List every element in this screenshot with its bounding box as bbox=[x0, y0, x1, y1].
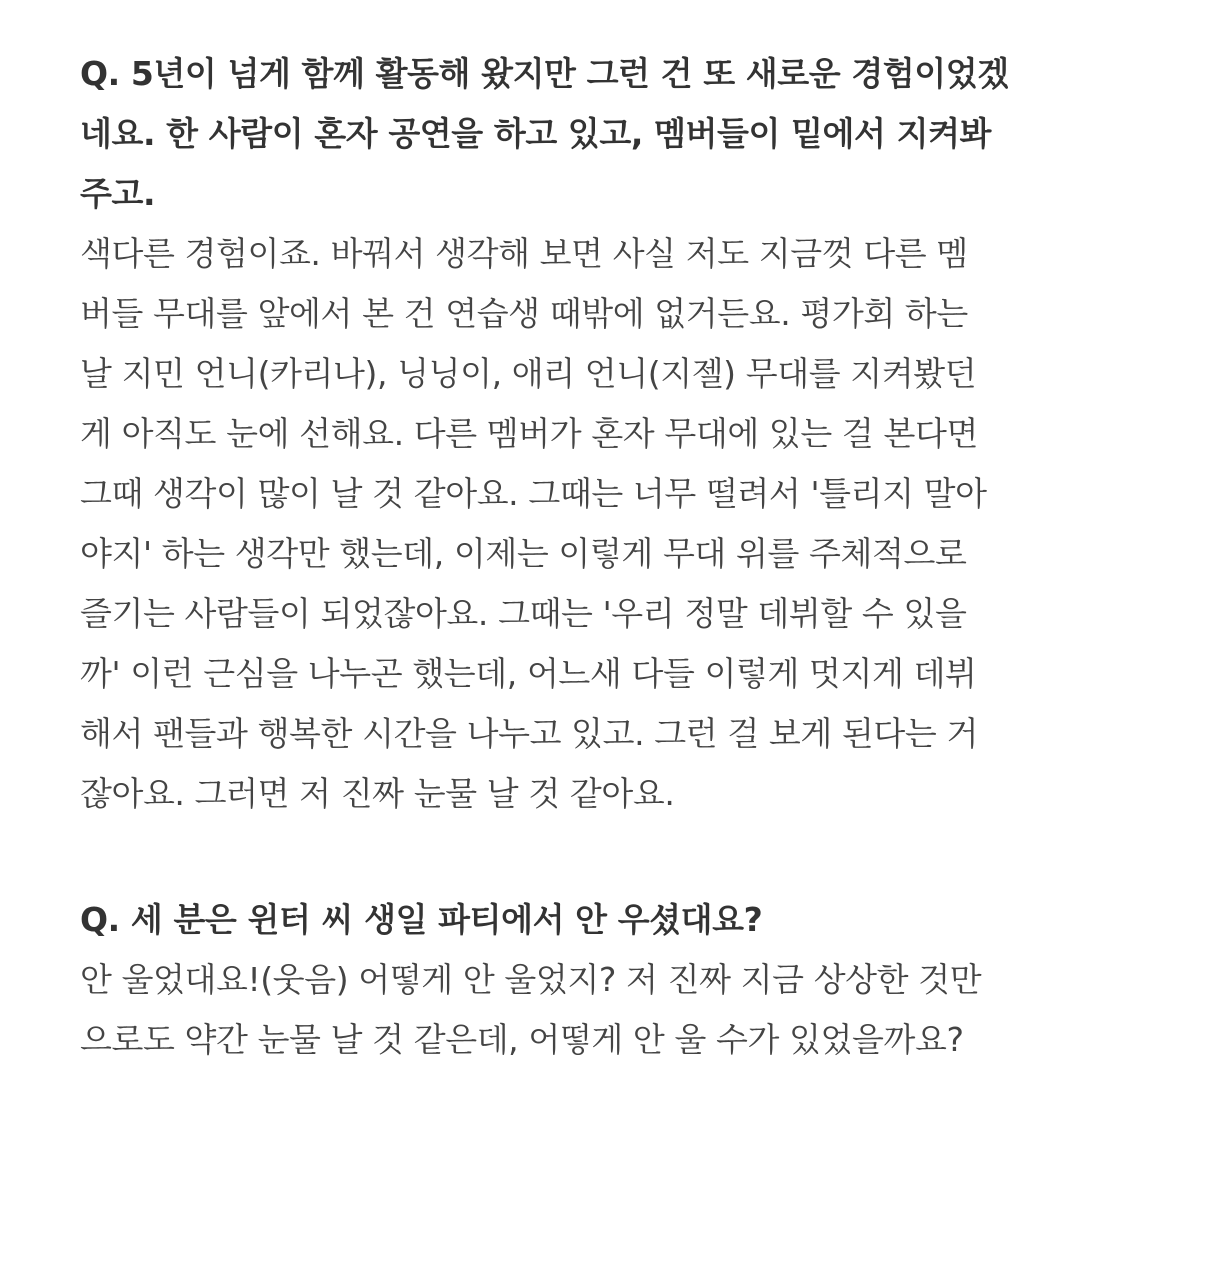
answer-line: 까' 이런 근심을 나누곤 했는데, 어느새 다들 이렇게 멋지게 데뷔 bbox=[80, 654, 977, 693]
answer-line: 잖아요. 그러면 저 진짜 눈물 날 것 같아요. bbox=[80, 774, 675, 813]
answer-line: 야지' 하는 생각만 했는데, 이제는 이렇게 무대 위를 주체적으로 bbox=[80, 534, 967, 573]
qa-section-1 bbox=[80, 44, 1146, 824]
answer-line: 안 울었대요!(웃음) 어떻게 안 울었지? 저 진짜 지금 상상한 것만 bbox=[80, 960, 982, 999]
answer-line: 해서 팬들과 행복한 시간을 나누고 있고. 그런 걸 보게 된다는 거 bbox=[80, 714, 978, 753]
interview-answer bbox=[80, 224, 1146, 824]
qa-section-2 bbox=[80, 890, 1146, 1070]
answer-line: 날 지민 언니(카리나), 닝닝이, 애리 언니(지젤) 무대를 지켜봤던 bbox=[80, 354, 977, 393]
question-line: Q. 5년이 넘게 함께 활동해 왔지만 그런 건 또 새로운 경험이었겠 bbox=[80, 54, 1009, 93]
interview-answer bbox=[80, 950, 1146, 1070]
question-line: Q. 세 분은 윈터 씨 생일 파티에서 안 우셨대요? bbox=[80, 900, 763, 939]
question-line: 주고. bbox=[80, 174, 156, 213]
answer-line: 즐기는 사람들이 되었잖아요. 그때는 '우리 정말 데뷔할 수 있을 bbox=[80, 594, 967, 633]
interview-question bbox=[80, 44, 1146, 224]
answer-line: 게 아직도 눈에 선해요. 다른 멤버가 혼자 무대에 있는 걸 본다면 bbox=[80, 414, 978, 453]
question-line: 네요. 한 사람이 혼자 공연을 하고 있고, 멤버들이 밑에서 지켜봐 bbox=[80, 114, 992, 153]
interview-question bbox=[80, 890, 1146, 950]
answer-line: 으로도 약간 눈물 날 것 같은데, 어떻게 안 울 수가 있었을까요? bbox=[80, 1020, 964, 1059]
answer-line: 버들 무대를 앞에서 본 건 연습생 때밖에 없거든요. 평가회 하는 bbox=[80, 294, 968, 333]
answer-line: 그때 생각이 많이 날 것 같아요. 그때는 너무 떨려서 '틀리지 말아 bbox=[80, 474, 987, 513]
answer-line: 색다른 경험이죠. 바꿔서 생각해 보면 사실 저도 지금껏 다른 멤 bbox=[80, 234, 968, 273]
